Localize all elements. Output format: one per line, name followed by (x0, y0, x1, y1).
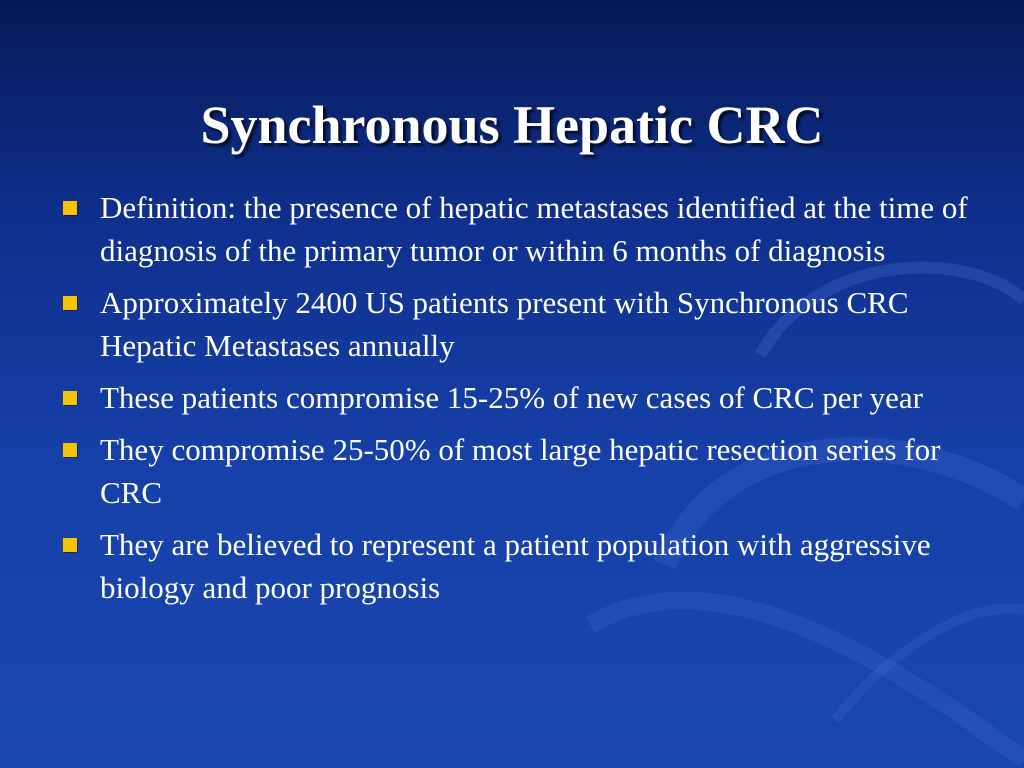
bullet-text-annual-patients: Approximately 2400 US patients present with Synchronous CRC Hepatic Metastases annually (100, 285, 909, 363)
bullet-text-new-cases: These patients compromise 15-25% of new cases of CRC per year (100, 380, 923, 415)
bullet-item-new-cases (62, 376, 972, 419)
bullet-text-resection-series: They compromise 25-50% of most large hepatic resection series for CRC (100, 432, 941, 510)
square-bullet-icon (63, 201, 77, 215)
bullet-text-prognosis: They are believed to represent a patient population with aggressive biology and poor prognosis (100, 527, 931, 605)
bullet-list (62, 186, 972, 618)
bullet-item-definition (62, 186, 972, 272)
bullet-item-prognosis (62, 523, 972, 609)
square-bullet-icon (63, 296, 77, 310)
square-bullet-icon (63, 391, 77, 405)
bullet-item-resection-series (62, 428, 972, 514)
square-bullet-icon (63, 443, 77, 457)
slide-title: Synchronous Hepatic CRC (200, 95, 824, 156)
bullet-item-annual-patients (62, 281, 972, 367)
square-bullet-icon (63, 538, 77, 552)
bullet-text-definition: Definition: the presence of hepatic metastases identified at the time of diagnosis of the primary tumor or within 6 months of diagnosis (100, 190, 968, 268)
